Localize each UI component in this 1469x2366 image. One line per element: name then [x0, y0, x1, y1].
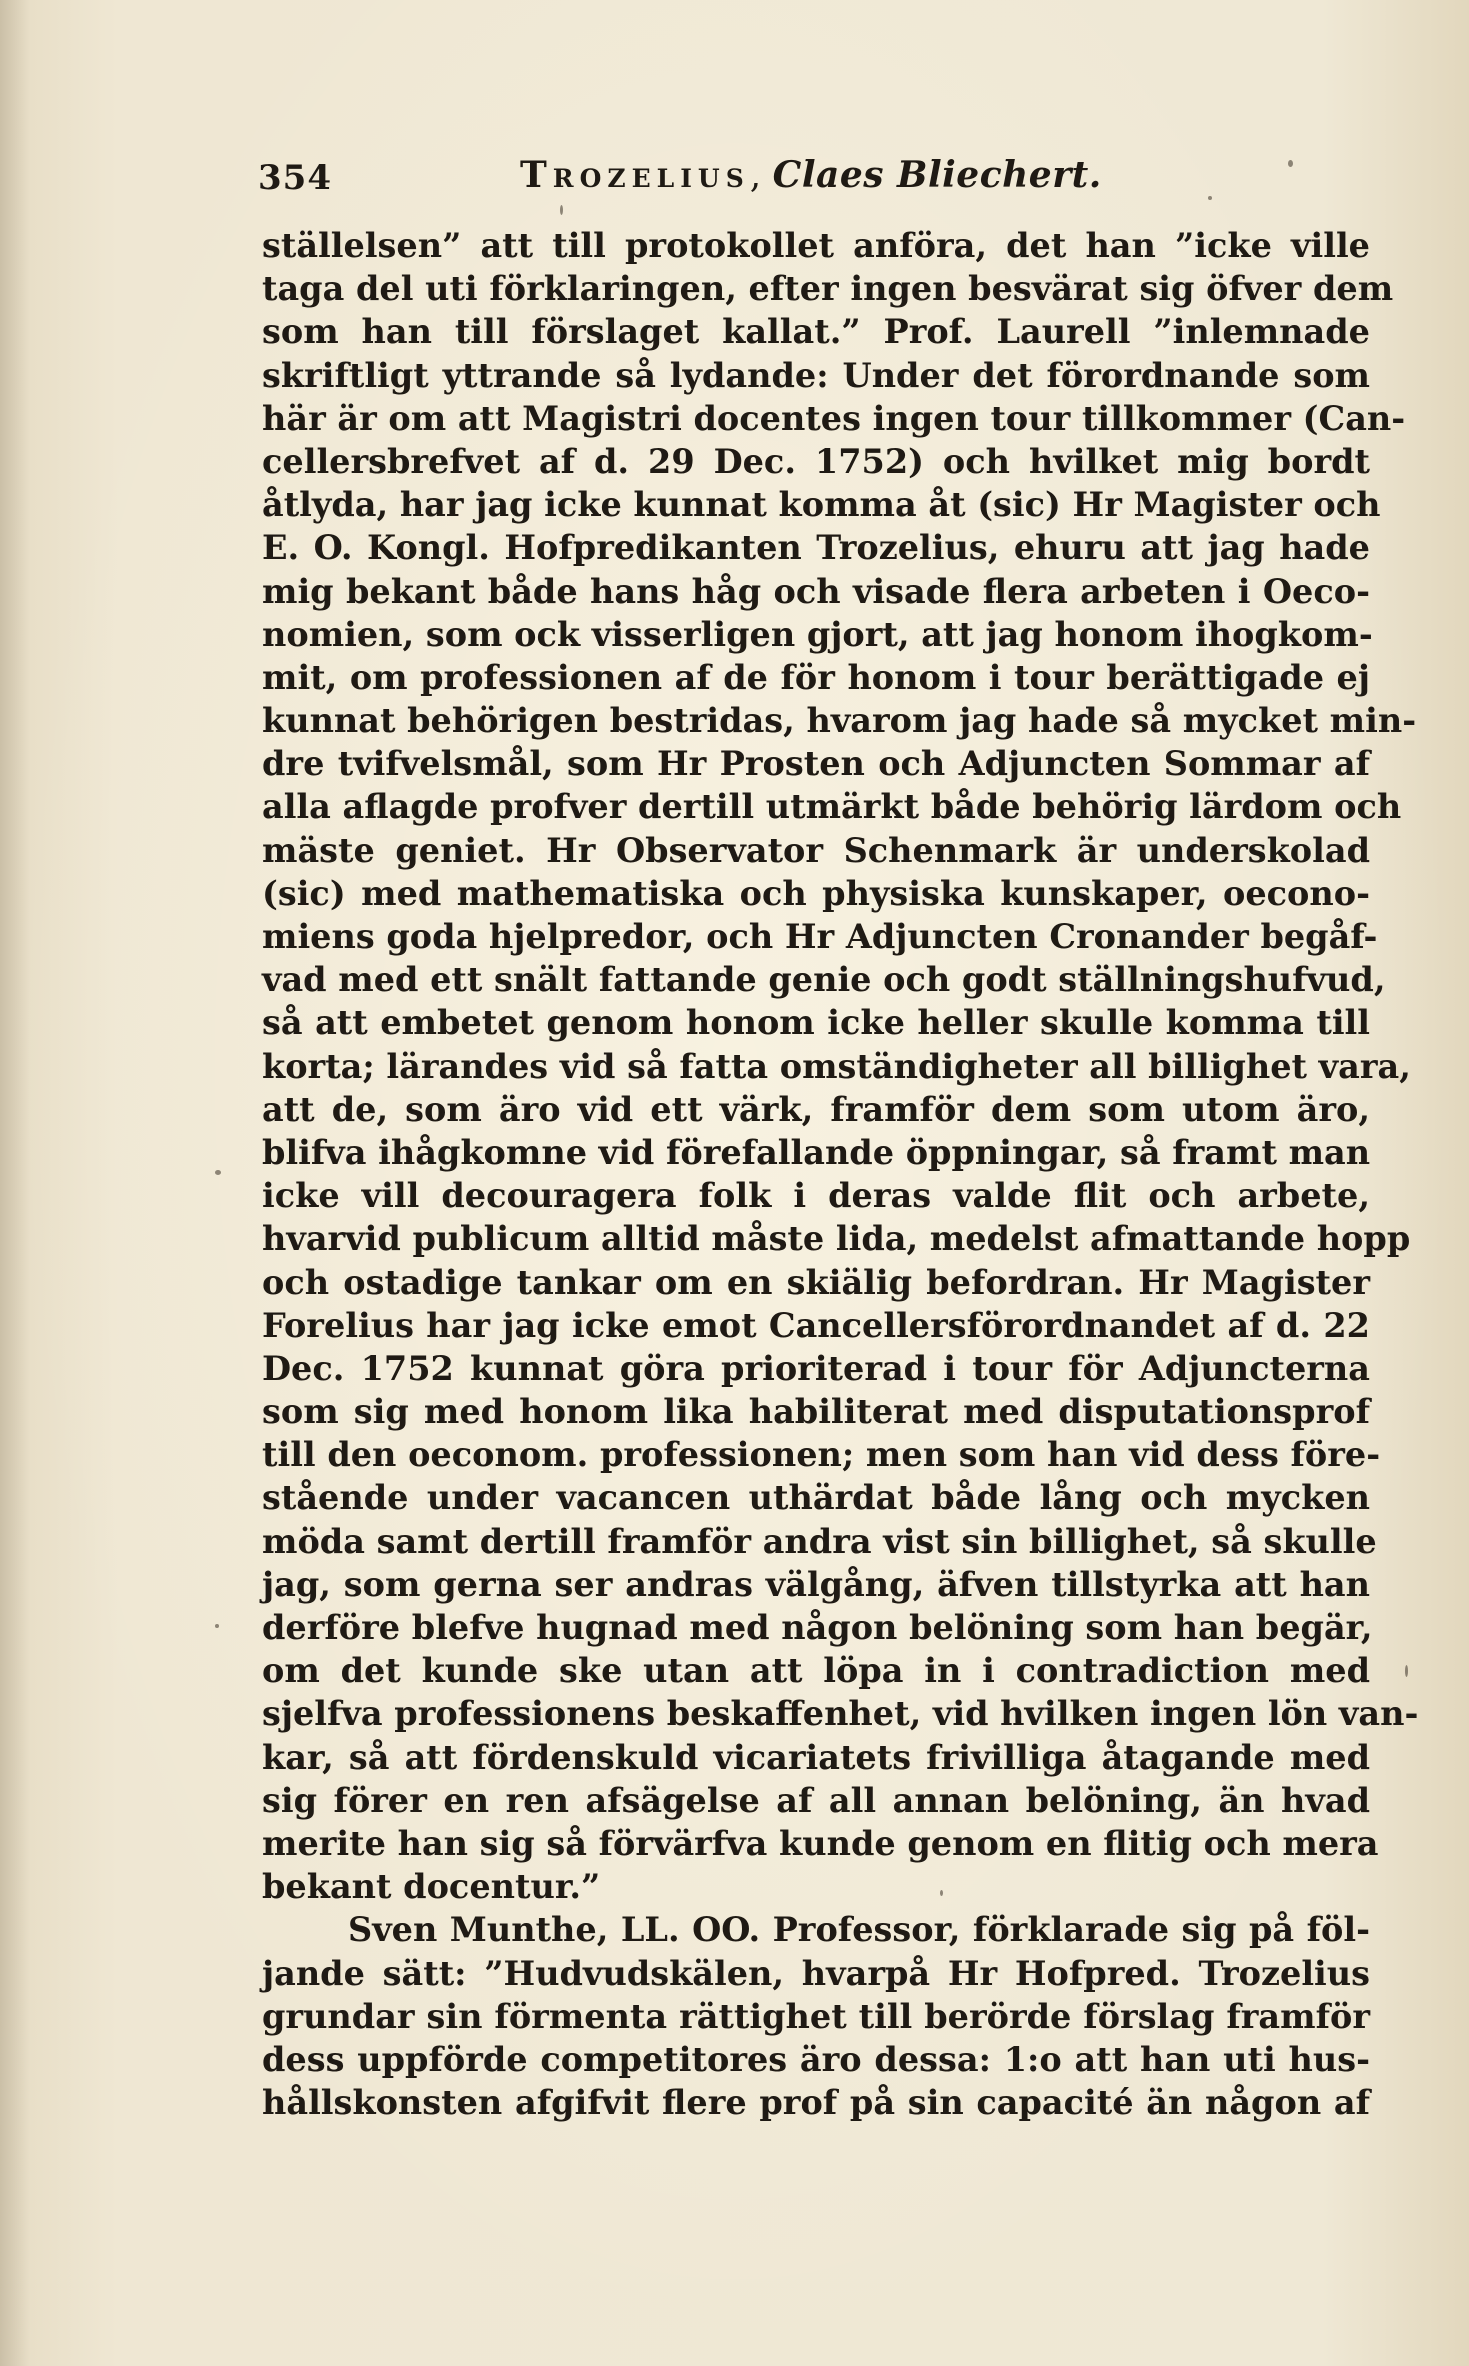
text-line: dess uppförde competitores äro dessa: 1:o att han uti hus- — [262, 2039, 1370, 2079]
text-line: här är om att Magistri docentes ingen tour tillkommer (Can- — [262, 398, 1406, 438]
text-line: vad med ett snält fattande genie och godt ställningshufvud, — [262, 960, 1386, 1000]
text-line: som sig med honom lika habiliterat med disputationsprof — [262, 1392, 1370, 1432]
text-line: stående under vacancen uthärdat både lång och mycken — [262, 1478, 1370, 1518]
text-line: icke vill decouragera folk i deras valde flit och arbete, — [262, 1176, 1370, 1216]
text-line: Dec. 1752 kunnat göra prioriterad i tour för Adjuncterna — [262, 1348, 1370, 1388]
paper-speck — [1405, 1665, 1408, 1677]
text-line: ställelsen” att till protokollet anföra, det han ”icke ville — [262, 226, 1370, 265]
text-line: mit, om professionen af de för honom i tour berättigade ej — [262, 657, 1370, 697]
text-line: mig bekant både hans håg och visade flera arbeten i Oeco- — [262, 571, 1370, 611]
text-line: skriftligt yttrande så lydande: Under det förordnande som — [262, 355, 1370, 395]
text-line: jande sätt: ”Hudvudskälen, hvarpå Hr Hofpred. Trozelius — [262, 1953, 1370, 1993]
text-line: nomien, som ock visserligen gjort, att jag honom ihogkom- — [262, 614, 1373, 654]
text-line: jag, som gerna ser andras välgång, äfven tillstyrka att han — [262, 1564, 1370, 1604]
text-line: och ostadige tankar om en skiälig befordran. Hr Magister — [262, 1262, 1370, 1302]
text-line: möda samt dertill framför andra vist sin billighet, så skulle — [262, 1521, 1377, 1561]
paper-speck — [215, 1624, 219, 1628]
text-line: grundar sin förmenta rättighet till berörde förslag framför — [262, 1996, 1370, 2036]
running-head-separator: , — [749, 155, 773, 196]
text-line: Forelius har jag icke emot Cancellersförordnandet af d. 22 — [262, 1305, 1370, 1345]
text-line: som han till förslaget kallat.” Prof. Laurell ”inlemnade — [262, 312, 1370, 352]
text-line: bekant docentur.” — [262, 1867, 601, 1907]
paper-speck — [215, 1170, 221, 1175]
text-line: sjelfva professionens beskaffenhet, vid hvilken ingen lön van- — [262, 1694, 1419, 1734]
text-line: mäste geniet. Hr Observator Schenmark är underskolad — [262, 830, 1370, 870]
text-line: taga del uti förklaringen, efter ingen besvärat sig öfver dem — [262, 269, 1394, 309]
text-line: korta; lärandes vid så fatta omständigheter all billighet vara, — [262, 1046, 1411, 1086]
text-line: hvarvid publicum alltid måste lida, medelst afmattande hopp — [262, 1219, 1411, 1259]
running-head-title — [520, 154, 1102, 196]
text-line: cellersbrefvet af d. 29 Dec. 1752) och hvilket mig bordt — [262, 441, 1370, 481]
text-line: att de, som äro vid ett värk, framför dem som utom äro, — [262, 1089, 1370, 1129]
text-line: dre tvifvelsmål, som Hr Prosten och Adjuncten Sommar af — [262, 744, 1370, 784]
text-line: kunnat behörigen bestridas, hvarom jag hade så mycket min- — [262, 701, 1417, 741]
text-line: blifva ihågkomne vid förefallande öppningar, så framt man — [262, 1132, 1371, 1172]
running-header — [258, 150, 1368, 210]
text-line: kar, så att fördenskuld vicariatets frivilliga åtagande med — [262, 1737, 1370, 1777]
paper-speck — [560, 205, 563, 215]
paper-speck — [1208, 196, 1212, 200]
text-line: om det kunde ske utan att löpa in i contradiction med — [262, 1651, 1370, 1691]
text-line: så att embetet genom honom icke heller skulle komma till — [262, 1003, 1370, 1043]
page-number: 354 — [258, 158, 332, 198]
text-line: sig förer en ren afsägelse af all annan belöning, än hvad — [262, 1780, 1370, 1820]
text-line: miens goda hjelpredor, och Hr Adjuncten Cronander begåf- — [262, 917, 1378, 956]
body-text — [262, 224, 1419, 2124]
text-line: åtlyda, har jag icke kunnat komma åt (sic) Hr Magister och — [262, 485, 1381, 525]
text-line: alla aflagde profver dertill utmärkt både behörig lärdom och — [262, 787, 1402, 827]
paragraph-first-line: Sven Munthe, LL. OO. Professor, förklarade sig på föl- — [348, 1910, 1370, 1950]
text-line: E. O. Kongl. Hofpredikanten Trozelius, ehuru att jag hade — [262, 528, 1370, 568]
text-line: merite han sig så förvärfva kunde genom en flitig och mera — [262, 1823, 1379, 1863]
text-line: (sic) med mathematiska och physiska kunskaper, oecono- — [262, 873, 1370, 913]
paper-speck — [1288, 160, 1293, 167]
spine-shadow — [0, 0, 30, 2366]
text-line: derföre blefve hugnad med någon belöning som han begär, — [262, 1608, 1373, 1647]
text-line: hållskonsten afgifvit flere prof på sin capacité än någon af — [262, 2083, 1370, 2123]
paper-speck — [940, 1890, 943, 1896]
running-head-surname: Trozelius — [520, 154, 750, 196]
running-head-given-name: Claes Bliechert. — [772, 154, 1102, 196]
text-line: till den oeconom. professionen; men som han vid dess före- — [262, 1435, 1381, 1475]
